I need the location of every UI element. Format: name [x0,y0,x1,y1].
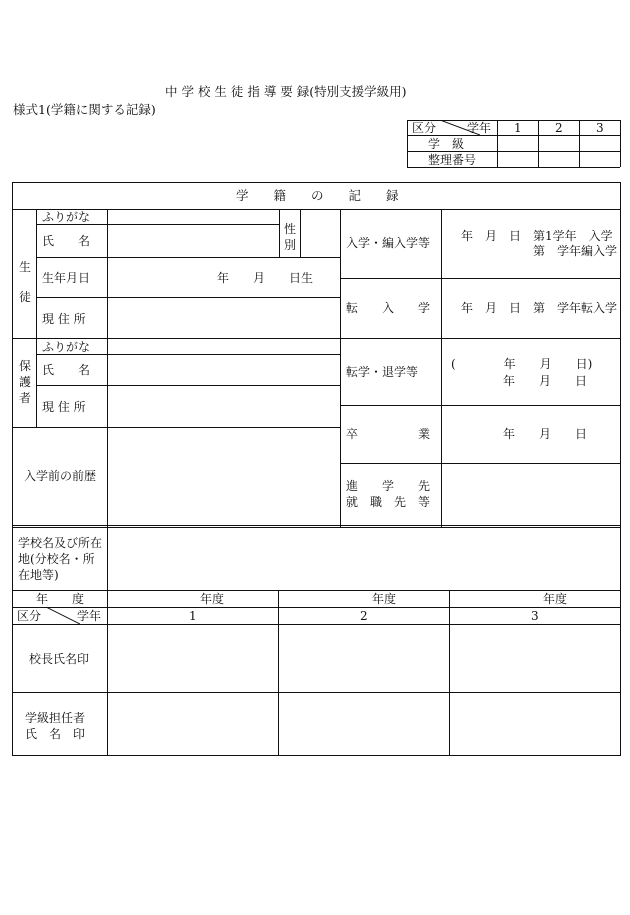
yearly-grade-2: 2 [360,609,368,623]
yearly-grade-1: 1 [189,609,197,623]
student-name-label: 氏 名 [42,234,91,248]
next-destination-label1: 進 学 先 [346,479,431,493]
school-name-label1: 学校名及び所在 [18,536,103,550]
yearly-grade-label: 学年 [77,609,102,623]
sex-label: 性別 [284,222,297,252]
diagonal-divider-year [46,607,80,624]
class-box-grade-label: 学年 [467,121,492,135]
year-col-2: 年度 [372,592,397,606]
birth-label: 生年月日 [42,271,91,285]
form-label: 様式1(学籍に関する記録) [13,102,156,117]
transfer-in-value: 年 月 日 第 学年転入学 [461,301,618,315]
transfer-out-label: 転学・退学等 [346,365,419,379]
class-row-label: 学 級 [428,137,465,151]
graduation-label: 卒 業 [346,427,431,441]
student-address-label: 現 住 所 [42,312,86,326]
transfer-out-line2: 年 月 日 [503,374,588,388]
guardian-address-label: 現 住 所 [42,400,86,414]
year-col-3: 年度 [543,592,568,606]
next-destination-label2: 就 職 先 等 [346,495,431,509]
yearly-grade-3: 3 [531,609,539,623]
transfer-out-line1: ( 年 月 日) [451,357,593,371]
admission-label: 入学・編入学等 [346,236,431,250]
graduation-value: 年 月 日 [503,427,588,441]
section-title: 学 籍 の 記 録 [236,188,399,203]
class-box-grade-1: 1 [514,121,522,135]
teacher-label2: 氏 名 印 [25,727,86,741]
admission-line1: 年 月 日 第1学年 入学 [461,229,613,243]
transfer-in-label: 転 入 学 [346,301,431,315]
guardian-group-label: 保護者 [19,359,32,405]
school-name-label3: 在地等) [18,568,59,582]
year-label: 年 度 [36,592,85,606]
guardian-furigana-label: ふりがな [42,340,91,354]
class-box-grade-3: 3 [596,121,604,135]
pre-history-label: 入学前の前歴 [24,469,97,483]
teacher-label1: 学級担任者 [25,711,86,725]
student-furigana-label: ふりがな [42,210,91,224]
class-box-grade-2: 2 [555,121,563,135]
class-box-kubun: 区分 [412,121,437,135]
register-number-label: 整理番号 [428,153,477,167]
guardian-name-label: 氏 名 [42,363,91,377]
student-group-label: 生徒 [19,260,32,304]
year-col-1: 年度 [200,592,225,606]
principal-seal-label: 校長氏名印 [29,652,90,666]
yearly-kubun: 区分 [17,609,42,623]
birth-value: 年 月 日生 [217,271,314,285]
document-title: 中 学 校 生 徒 指 導 要 録(特別支援学級用) [165,84,407,99]
school-name-label2: 地(分校名・所 [18,552,95,566]
admission-line2: 第 学年編入学 [533,244,618,258]
